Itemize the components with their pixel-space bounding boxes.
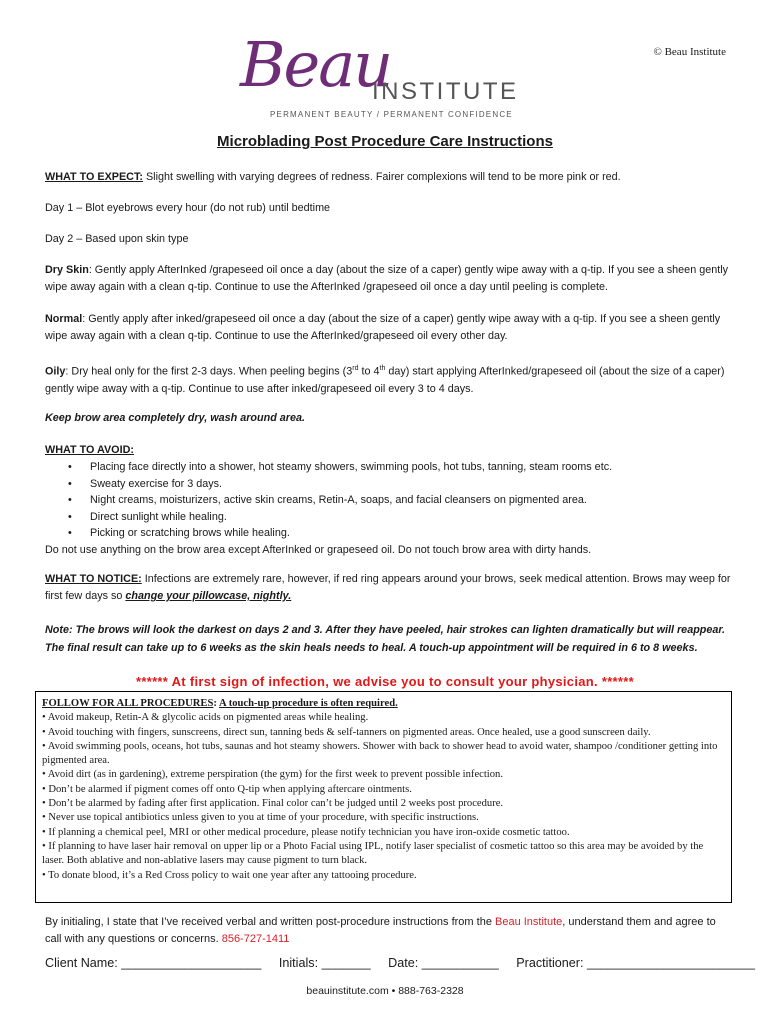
oily-text-b: to 4: [358, 365, 380, 378]
list-item: • Night creams, moisturizers, active skin creams, Retin-A, soaps, and facial cleansers on pigmented area.: [90, 492, 735, 509]
list-item: • Direct sunlight while healing.: [90, 509, 735, 526]
list-item: • If planning to have laser hair removal on upper lip or a Photo Facial using IPL, notify laser specialist of cosmetic tattoo so this area may be avoided by the laser. Both ablative and non-ablative lasers may cause pigment to turn black.: [42, 840, 704, 867]
oily-sup-a: rd: [352, 365, 359, 372]
copyright-notice: © Beau Institute: [653, 46, 726, 58]
attest-brand: Beau Institute: [495, 916, 563, 928]
list-item: • Don’t be alarmed by fading after first application. Final color can’t be judged until 2 weeks post procedure.: [42, 798, 504, 810]
dry-label: Dry Skin: [45, 264, 89, 276]
logo-script: Beau: [240, 28, 392, 101]
follow-heading-b: A touch-up procedure is often required.: [219, 698, 398, 709]
list-item: • Avoid touching with fingers, sunscreens, direct sun, tanning beds & self-tanners on pigmented areas. Once healed, use a good sunscreen daily.: [42, 726, 651, 738]
normal-text: : Gently apply after inked/grapeseed oil once a day (about the size of a caper) gently wipe away with a q-tip. If you see a sheen gently wipe away again with a clean q-tip. Continue to use the AfterInked/grapeseed oil every other day.: [45, 313, 721, 342]
list-item: • If planning a chemical peel, MRI or other medical procedure, please notify technician you have iron-oxide cosmetic tattoo.: [42, 826, 570, 838]
date-field[interactable]: Date: ___________: [388, 956, 499, 970]
infection-alert: ****** At first sign of infection, we advise you to consult your physician. ******: [136, 674, 634, 689]
follow-heading-a: FOLLOW FOR ALL PROCEDURES: [42, 698, 214, 709]
oily-sup-b: th: [379, 365, 386, 372]
footer-contact: beauinstitute.com • 888-763-2328: [306, 985, 464, 997]
list-item: • Never use topical antibiotics unless given to you at time of your procedure, with specific instructions.: [42, 812, 479, 824]
oily-text-a: : Dry heal only for the first 2-3 days. When peeling begins (3: [65, 365, 353, 378]
follow-heading-sep: :: [213, 698, 219, 709]
oily-skin-paragraph: [45, 360, 735, 398]
client-name-field[interactable]: Client Name: ____________________: [45, 956, 262, 970]
initials-field[interactable]: Initials: _______: [278, 956, 371, 970]
oily-label: Oily: [45, 365, 66, 378]
day2-line: Day 2 – Based upon skin type: [45, 233, 189, 245]
list-item: • Avoid makeup, Retin-A & glycolic acids on pigmented areas while healing.: [42, 712, 369, 724]
notice-text: Infections are extremely rare, however, if red ring appears around your brows, seek medical attention. Brows may weep for first few days so: [45, 573, 731, 602]
follow-heading: [42, 697, 725, 711]
attest-text-a: By initialing, I state that I’ve received verbal and written post-procedure instructions from the: [45, 916, 495, 928]
what-to-notice: [45, 571, 735, 605]
avoid-closing: Do not use anything on the brow area except AfterInked or grapeseed oil. Do not touch brow area with dirty hands.: [45, 543, 592, 556]
attestation-paragraph: [45, 914, 735, 948]
dry-skin-paragraph: [45, 262, 735, 296]
practitioner-field[interactable]: Practitioner: ________________________: [516, 956, 756, 970]
healing-note: Note: The brows will look the darkest on days 2 and 3. After they have peeled, hair strokes can lighten dramatically but will reappear. The final result can take up to 6 weeks as the skin heals needs to heal. A touch-up appointment will be required in 6 to 8 weeks.: [45, 624, 725, 654]
what-to-expect: [45, 169, 735, 186]
expect-label: WHAT TO EXPECT:: [45, 171, 143, 183]
list-item: • To donate blood, it’s a Red Cross policy to wait one year after any tattooing procedure.: [42, 869, 417, 881]
logo-tagline: PERMANENT BEAUTY / PERMANENT CONFIDENCE: [270, 110, 513, 119]
normal-skin-paragraph: [45, 311, 735, 345]
avoid-label: WHAT TO AVOID:: [45, 444, 134, 456]
logo-word: INSTITUTE: [372, 78, 519, 105]
avoid-list: [45, 459, 735, 542]
signature-line: [45, 956, 756, 970]
day1-line: Day 1 – Blot eyebrows every hour (do not rub) until bedtime: [45, 202, 331, 214]
attest-phone[interactable]: 856-727-1411: [221, 933, 290, 945]
page-title: Microblading Post Procedure Care Instructions: [217, 133, 553, 150]
dry-text: : Gently apply AfterInked /grapeseed oil once a day (about the size of a caper) gently wipe away with a q-tip. If you see a sheen gently wipe away again with a clean q-tip. Continue to use the AfterInked /grapeseed oil once a day until peeling is complete.: [45, 264, 729, 293]
attest-text-b: , understand them and agree to call with any questions or concerns.: [45, 916, 716, 945]
oily-text-c: day) start applying AfterInked/grapeseed oil (about the size of a caper) gently wipe away with a q-tip. Continue to use after inked/grapeseed oil every 3 to 4 days.: [45, 365, 725, 395]
list-item: • Avoid swimming pools, oceans, hot tubs, saunas and hot steamy showers. Shower with back to shower head to avoid water, shampoo /conditioner getting into pigmented area.: [42, 740, 718, 767]
list-item: • Avoid dirt (as in gardening), extreme perspiration (the gym) for the first week to prevent possible infection.: [42, 769, 503, 781]
notice-emphasis: change your pillowcase, nightly.: [125, 590, 292, 602]
notice-label: WHAT TO NOTICE:: [45, 573, 142, 585]
list-item: • Picking or scratching brows while healing.: [90, 525, 735, 542]
normal-label: Normal: [45, 313, 83, 325]
list-item: • Don’t be alarmed if pigment comes off onto Q-tip when applying aftercare ointments.: [42, 783, 412, 795]
keep-dry-note: Keep brow area completely dry, wash around area.: [45, 412, 306, 424]
list-item: • Placing face directly into a shower, hot steamy showers, swimming pools, hot tubs, tanning, steam rooms etc.: [90, 459, 735, 476]
list-item: • Sweaty exercise for 3 days.: [90, 476, 735, 493]
what-to-avoid: [45, 442, 735, 559]
expect-text: Slight swelling with varying degrees of redness. Fairer complexions will tend to be more pink or red.: [142, 171, 621, 183]
follow-all-procedures-box: [35, 691, 732, 903]
beau-institute-logo: [240, 30, 530, 126]
